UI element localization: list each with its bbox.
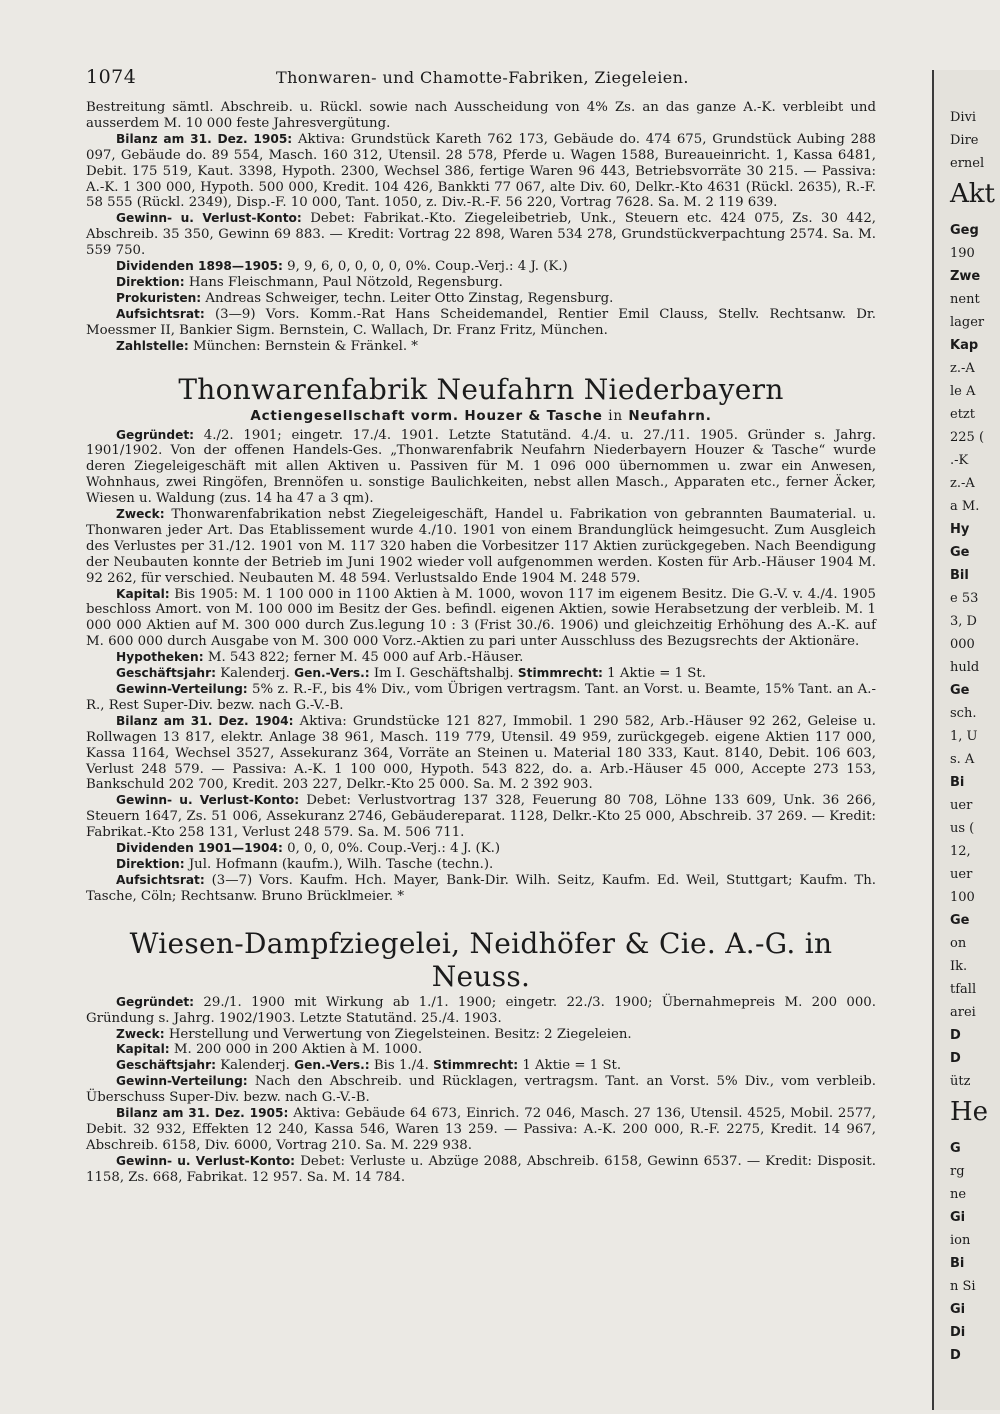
s1-stimmrecht-label: Stimmrecht: [517, 666, 603, 681]
s1-aufsichtsrat-text: (3—7) Vors. Kaufm. Hch. Mayer, Bank-Dir. Wilh. Seitz, Kaufm. Ed. Weil, Stuttgart; Kaufm. Th. Tasche, Cöln; Rechtsanw. Bruno Brücklmeier. * [86, 872, 876, 904]
s2-bilanz-label: Bilanz am 31. Dez. 1905: [116, 1106, 289, 1121]
adjacent-fragment: Akt [950, 179, 995, 209]
s2-kapital [86, 1042, 876, 1058]
intro-prokuristen-text: Andreas Schweiger, techn. Leiter Otto Zinstag, Regensburg. [205, 290, 614, 306]
adjacent-fragment: us ( [950, 821, 975, 836]
s1-aufsichtsrat-label: Aufsichtsrat: [116, 872, 205, 887]
adjacent-fragment: 000 [950, 637, 975, 652]
adjacent-fragment: uer [950, 867, 973, 882]
s1-direktion-text: Jul. Hofmann (kaufm.), Wilh. Tasche (techn.). [188, 856, 494, 872]
adjacent-page-strip [932, 70, 1000, 1410]
intro-zahlstelle [86, 339, 876, 355]
adjacent-fragment: tfall [950, 982, 977, 997]
s2-kapital-label: Kapital: [116, 1042, 170, 1057]
intro-dividenden [86, 259, 876, 275]
adjacent-fragment: etzt [950, 407, 975, 422]
s1-zweck-text: Thonwarenfabrikation nebst Ziegeleigeschäft, Handel u. Fabrikation von gebrannten Baumaterial. u. Thonwaren jeder Art. Das Etablissement wurde 4./10. 1901 von einem Brandunglück heimgesucht. Zum Ausgleich des Verlustes per 31./12. 1901 von M. 117 320 haben die Vorbesitzer 117 Aktien zurückgegeben. Nach Beendigung der Neubauten konnte der Betrieb im Juni 1902 wieder voll aufgenommen werden. Kosten für Arb.-Häuser 1904 M. 92 262, für verschied. Neubauten M. 48 594. Verlustsaldo Ende 1904 M. 248 579. [86, 507, 876, 586]
intro-prokuristen [86, 291, 876, 307]
adjacent-fragment: on [950, 936, 967, 951]
adjacent-fragment: D [950, 1051, 961, 1066]
adjacent-fragment: ernel [950, 156, 985, 171]
intro-direktion-label: Direktion: [116, 274, 185, 289]
s1-direktion [86, 857, 876, 873]
adjacent-fragment: Ge [950, 683, 970, 698]
adjacent-fragment: Gi [950, 1210, 966, 1225]
intro-gewinn-label: Gewinn- u. Verlust-Konto: [116, 211, 302, 226]
s2-kapital-text: M. 200 000 in 200 Aktien à M. 1000. [173, 1042, 423, 1058]
adjacent-fragment: le A [950, 384, 976, 399]
s1-genvers-text: Im I. Geschäftshalbj. [373, 666, 514, 682]
page-number: 1074 [86, 66, 137, 88]
s2-zweck-text: Herstellung und Verwertung von Ziegelsteinen. Besitz: 2 Ziegeleien. [168, 1026, 632, 1042]
adjacent-fragment: Dire [950, 133, 979, 148]
s1-dividenden-label: Dividenden 1901—1904: [116, 841, 283, 856]
adjacent-fragment: n Si [950, 1279, 976, 1294]
adjacent-fragment: z.-A [950, 361, 975, 376]
s1-geschaeftsjahr-label: Geschäftsjahr: [116, 666, 216, 681]
intro-aufsichtsrat-text: (3—9) Vors. Komm.-Rat Hans Scheidemandel, Rentier Emil Clauss, Stellv. Rechtsanw. Dr. Moessmer II, Bankier Sigm. Bernstein, C. Wallach, Dr. Franz Fritz, München. [86, 306, 876, 338]
intro-bilanz-label: Bilanz am 31. Dez. 1905: [116, 131, 293, 146]
s1-direktion-label: Direktion: [116, 856, 185, 871]
s1-gewinn-label: Gewinn- u. Verlust-Konto: [116, 793, 300, 808]
s1-geschaeftsjahr [86, 666, 876, 682]
adjacent-fragment: uer [950, 798, 973, 813]
adjacent-fragment: G [950, 1141, 961, 1156]
s1-kapital-text: Bis 1905: M. 1 100 000 in 1100 Aktien à M. 1000, wovon 117 im eigenem Besitz. Die G.-V. v. 4./4. 1905 beschloss Amort. von M. 100 000 im Besitz der Ges. befindl. eigenen Aktien, sowie Herabsetzung der verbleib. M. 1 000 000 Aktien auf M. 300 000 durch Zus.legung 10 : 3 (Frist 30./6. 1906) und gleichzeitig Erhöhung des A.-K. auf M. 600 000 durch Ausgabe von M. 300 000 Vorz.-Aktien zu pari unter Ausschluss des Bezugsrechts der Aktionäre. [86, 586, 876, 650]
s2-gegruendet [86, 995, 876, 1027]
s1-gewinn [86, 793, 876, 841]
section1-subtitle-place: Neufahrn. [628, 407, 712, 424]
s1-hypotheken-label: Hypotheken: [116, 650, 204, 665]
adjacent-fragment: ütz [950, 1074, 971, 1089]
s1-dividenden [86, 841, 876, 857]
s2-genvers-text: Bis 1./4. [373, 1058, 429, 1074]
s2-gewinn-label: Gewinn- u. Verlust-Konto: [116, 1153, 296, 1168]
intro-continuation: Bestreitung sämtl. Abschreib. u. Rückl. sowie nach Ausscheidung von 4% Zs. an das ganze A.-K. verbleibt und ausserdem M. 10 000 feste Jahresvergütung. [86, 100, 876, 131]
s1-hypotheken [86, 650, 876, 666]
adjacent-fragment: 1, U [950, 729, 978, 744]
adjacent-fragment: huld [950, 660, 980, 675]
adjacent-fragment: Ge [950, 913, 970, 928]
adjacent-fragment: lager [950, 315, 985, 330]
s2-stimmrecht-label: Stimmrecht: [433, 1058, 519, 1073]
adjacent-fragment: a M. [950, 499, 980, 514]
s1-verteilung [86, 682, 876, 714]
intro-dividenden-label: Dividenden 1898—1905: [116, 259, 283, 274]
s1-zweck-label: Zweck: [116, 507, 165, 522]
intro-aufsichtsrat-label: Aufsichtsrat: [116, 306, 205, 321]
adjacent-fragment: ne [950, 1187, 967, 1202]
intro-zahlstelle-text: München: Bernstein & Fränkel. * [193, 338, 418, 354]
s2-gewinn [86, 1154, 876, 1186]
intro-gewinn [86, 211, 876, 259]
adjacent-fragment: D [950, 1028, 961, 1043]
s2-stimmrecht-text: 1 Aktie = 1 St. [522, 1058, 622, 1074]
section1-title: Thonwarenfabrik Neufahrn Niederbayern [178, 372, 784, 406]
adjacent-fragment: .-K [950, 453, 969, 468]
s2-bilanz-text: Aktiva: Gebäude 64 673, Einrich. 72 046, Masch. 27 136, Utensil. 4525, Mobil. 2577, Debit. 32 932, Effekten 12 240, Kassa 546, Waren 13 259. — Passiva: A.-K. 200 000, R.-F. 2275, Kredit. 14 967, Abschreib. 6158, Div. 6000, Vortrag 210. Sa. M. 229 938. [86, 1106, 876, 1153]
adjacent-fragment: Divi [950, 110, 977, 125]
page-header [86, 64, 876, 100]
intro-bilanz [86, 132, 876, 212]
adjacent-fragment: 3, D [950, 614, 977, 629]
s1-gegruendet-text: 4./2. 1901; eingetr. 17./4. 1901. Letzte Statutänd. 4./4. u. 27./11. 1905. Gründer s. Jahrg. 1901/1902. Von der offenen Handels-Ges. „Thonwarenfabrik Neufahrn Niederbayern Houzer & Tasche“ wurde deren Ziegeleigeschäft mit allen Aktiven u. Passiven für M. 1 096 000 übernommen u. zwar ein Anwesen, Wohnhaus, zwei Ringöfen, Brennöfen u. sonstige Baulichkeiten, nebst allen Masch., Apparaten etc., ferner Äcker, Wiesen u. Waldung (zus. 14 ha 47 a 3 qm). [86, 427, 876, 507]
adjacent-fragment: Ik. [950, 959, 968, 974]
s1-verteilung-label: Gewinn-Verteilung: [116, 682, 248, 696]
running-title: Thonwaren- und Chamotte-Fabriken, Ziegeleien. [276, 68, 689, 87]
intro-zahlstelle-label: Zahlstelle: [116, 338, 189, 353]
s2-verteilung-label: Gewinn-Verteilung: [116, 1074, 248, 1089]
s1-gegruendet [86, 428, 876, 508]
adjacent-fragment: Bi [950, 1256, 965, 1271]
intro-prokuristen-label: Prokuristen: [116, 290, 202, 305]
adjacent-fragment: D [950, 1348, 961, 1363]
adjacent-fragment: Kap [950, 338, 979, 353]
intro-gewinn-text: Debet: Fabrikat.-Kto. Ziegeleibetrieb, Unk., Steuern etc. 424 075, Zs. 30 442, Abschreib. 35 350, Gewinn 69 883. — Kredit: Vortrag 22 898, Waren 534 278, Grundstückverpachtung 2574. Sa. M. 559 750. [86, 211, 877, 259]
adjacent-fragment: Bil [950, 568, 969, 583]
adjacent-fragment: He [950, 1097, 989, 1127]
s2-gegruendet-label: Gegründet: [116, 994, 195, 1009]
intro-direktion-text: Hans Fleischmann, Paul Nötzold, Regensburg. [188, 274, 503, 290]
s1-dividenden-text: 0, 0, 0, 0%. Coup.-Verj.: 4 J. (K.) [287, 841, 501, 857]
s2-geschaeftsjahr-text: Kalenderj. [220, 1058, 290, 1074]
s1-verteilung-text: 5% z. R.-F., bis 4% Div., vom Übrigen vertragsm. Tant. an Vorst. u. Beamte, 15% Tant. an A.-R., Rest Super-Div. bezw. nach G.-V.-B. [86, 682, 876, 713]
s1-bilanz-text: Aktiva: Grundstücke 121 827, Immobil. 1 290 582, Arb.-Häuser 92 262, Geleise u. Rollwagen 13 817, elektr. Anlage 38 961, Masch. 119 779, Utensil. 49 959, zurückgegeb. eigene Aktien 117 000, Kassa 1164, Wechsel 3527, Assekuranz 364, Vorräte an Steinen u. Material 180 333, Kaut. 8140, Debit. 106 603, Verlust 248 579. — Passiva: A.-K. 1 100 000, Hypoth. 543 822, do. a. Arb.-Häuser 45 000, Accepte 273 153, Bankschuld 202 700, Kredit. 203 227, Delkr.-Kto 25 000. Sa. M. 2 392 903. [86, 713, 876, 793]
adjacent-fragment: Hy [950, 522, 970, 537]
s1-stimmrecht-text: 1 Aktie = 1 St. [607, 666, 706, 682]
s2-genvers-label: Gen.-Vers.: [294, 1058, 370, 1073]
s1-gegruendet-label: Gegründet: [116, 427, 195, 442]
intro-dividenden-text: 9, 9, 6, 0, 0, 0, 0, 0%. Coup.-Verj.: 4 J. (K.) [287, 259, 568, 275]
s2-geschaeftsjahr [86, 1058, 876, 1074]
s1-bilanz [86, 714, 876, 794]
s2-zweck-label: Zweck: [116, 1026, 165, 1041]
adjacent-fragment: z.-A [950, 476, 975, 491]
s1-aufsichtsrat [86, 873, 876, 905]
intro-bilanz-text: Aktiva: Grundstück Kareth 762 173, Gebäude do. 474 675, Grundstück Aubing 288 097, Gebäude do. 89 554, Masch. 160 312, Utensil. 28 578, Pferde u. Wagen 1588, Bureaueinricht. 1, Kassa 6481, Debit. 175 519, Kaut. 3398, Hypoth. 2300, Wechsel 386, fertige Waren 96 443, Betriebsvorräte 30 215. — Passiva: A.-K. 1 300 000, Hypoth. 500 000, Kredit. 104 426, Bankkti 77 067, alte Div. 60, Delkr.-Kto 4631 (Rückl. 2635), R.-F. 58 555 (Rückl. 2349), Disp.-F. 10 000, Tant. 1050, z. Div.-R.-F. 56 220, Vortrag 7628. Sa. M. 2 119 639. [86, 131, 876, 211]
s1-gewinn-text: Debet: Verlustvortrag 137 328, Feuerung 80 708, Löhne 133 609, Unk. 36 266, Steuern 1647, Zs. 51 006, Assekuranz 2746, Gebäudereparat. 1128, Delkr.-Kto 25 000, Abschreib. 37 269. — Kredit: Fabrikat.-Kto 258 131, Verlust 248 579. Sa. M. 506 711. [86, 793, 876, 841]
adjacent-fragment: arei [950, 1005, 976, 1020]
s2-zweck [86, 1027, 876, 1043]
adjacent-fragment: Bi [950, 775, 965, 790]
s1-hypotheken-text: M. 543 822; ferner M. 45 000 auf Arb.-Häuser. [207, 650, 524, 666]
s1-bilanz-label: Bilanz am 31. Dez. 1904: [116, 713, 294, 728]
adjacent-fragment: 100 [950, 890, 975, 905]
s1-genvers-label: Gen.-Vers.: [294, 666, 370, 681]
adjacent-fragment: rg [950, 1164, 965, 1179]
adjacent-fragment: Ge [950, 545, 970, 560]
s1-geschaeftsjahr-text: Kalenderj. [220, 666, 290, 682]
s1-kapital [86, 587, 876, 651]
s2-bilanz [86, 1106, 876, 1154]
section2-title: Wiesen-Dampfziegelei, Neidhöfer & Cie. A.-G. in Neuss. [129, 926, 833, 993]
intro-aufsichtsrat [86, 307, 876, 339]
adjacent-fragment: s. A [950, 752, 975, 767]
s2-verteilung-text: Nach den Abschreib. und Rücklagen, vertragsm. Tant. an Vorst. 5% Div., vom verbleib. Überschuss Super-Div. bezw. nach G.-V.-B. [86, 1074, 876, 1106]
s2-geschaeftsjahr-label: Geschäftsjahr: [116, 1058, 216, 1073]
section1-subtitle-in: in [608, 407, 623, 424]
adjacent-fragment: 225 ( [950, 430, 985, 445]
s2-gewinn-text: Debet: Verluste u. Abzüge 2088, Abschreib. 6158, Gewinn 6537. — Kredit: Disposit. 1158, Zs. 668, Fabrikat. 12 957. Sa. M. 14 784. [86, 1153, 877, 1185]
adjacent-fragment: nent [950, 292, 980, 307]
adjacent-fragment: sch. [950, 706, 977, 721]
s1-zweck [86, 507, 876, 587]
adjacent-fragment: Di [950, 1325, 966, 1340]
intro-direktion [86, 275, 876, 291]
s1-kapital-label: Kapital: [116, 586, 170, 601]
main-column [86, 64, 876, 1186]
s2-verteilung [86, 1074, 876, 1106]
adjacent-fragment: ion [950, 1233, 971, 1248]
adjacent-fragment: Zwe [950, 269, 981, 284]
section1-subtitle-main: Actiengesellschaft vorm. Houzer & Tasche [250, 407, 603, 424]
adjacent-fragment: 190 [950, 246, 975, 261]
adjacent-fragment: e 53 [950, 591, 979, 606]
section1-subtitle [86, 408, 876, 424]
adjacent-fragment: Gi [950, 1302, 966, 1317]
adjacent-fragment: 12, [950, 844, 971, 859]
adjacent-fragment: Geg [950, 223, 979, 238]
s2-gegruendet-text: 29./1. 1900 mit Wirkung ab 1./1. 1900; eingetr. 22./3. 1900; Übernahmepreis M. 200 000. Gründung s. Jahrg. 1902/1903. Letzte Statutänd. 25./4. 1903. [86, 994, 876, 1026]
